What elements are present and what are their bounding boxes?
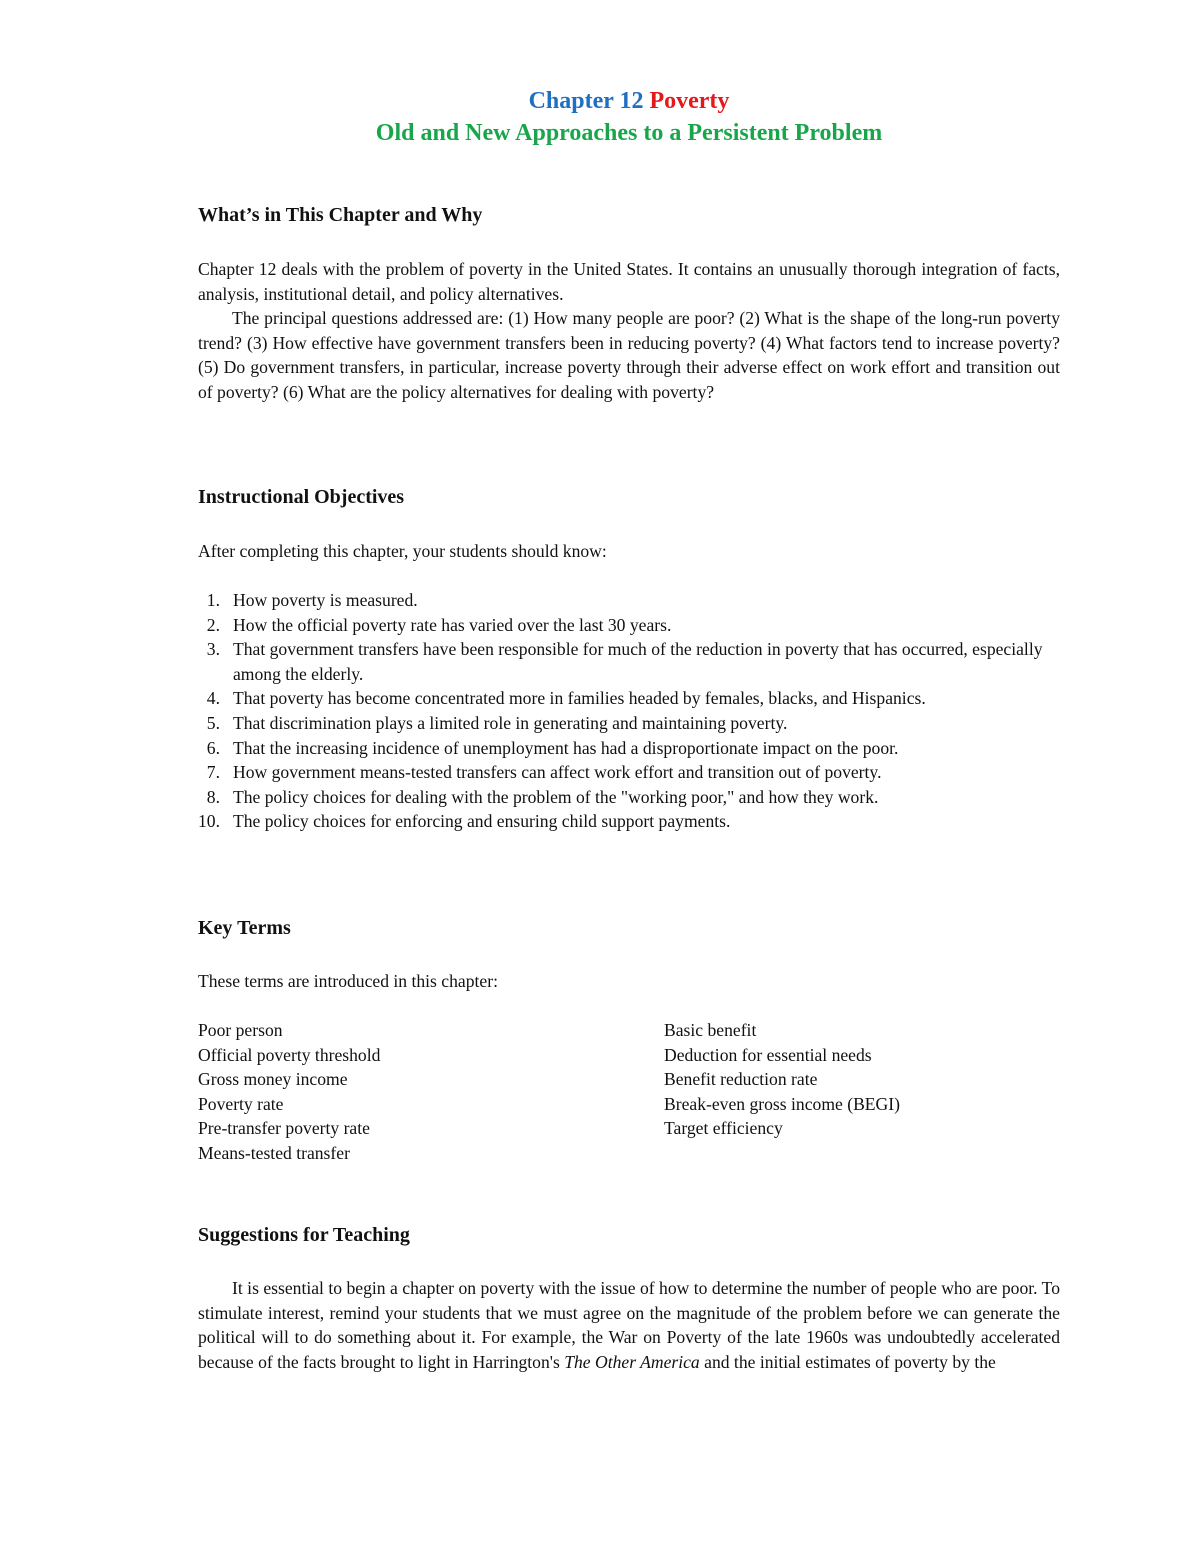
- key-term: Break-even gross income (BEGI): [664, 1093, 900, 1114]
- list-item: 10. The policy choices for enforcing and ensuring child support payments.: [198, 811, 731, 832]
- chapter-subtitle: Old and New Approaches to a Persistent Problem: [375, 120, 883, 146]
- list-item: 4. That poverty has become concentrated more in families headed by females, blacks, and Hispanics.: [206, 688, 926, 709]
- objectives-list: [198, 588, 1060, 834]
- chapter-title: [198, 86, 1060, 116]
- list-item: 5. That discrimination plays a limited role in generating and maintaining poverty.: [206, 712, 788, 733]
- teaching-paragraph: It is essential to begin a chapter on poverty with the issue of how to determine the number of people who are poor. To stimulate interest, remind your students that we must agree on the magnitude of the problem before we can generate the political will to do something about it. For example, the War on Poverty of the late 1960s was undoubtedly accelerated because of the facts brought to light in Harrington's The Other America and the initial estimates of poverty by the: [198, 1278, 1060, 1372]
- key-term: Pre-transfer poverty rate: [198, 1118, 370, 1139]
- book-title: The Other America: [564, 1351, 700, 1372]
- key-term: Basic benefit: [664, 1020, 757, 1040]
- key-term: Gross money income: [198, 1069, 348, 1090]
- key-terms-heading: Key Terms: [198, 917, 291, 939]
- chapter-number: Chapter 12: [528, 88, 644, 114]
- teaching-heading: Suggestions for Teaching: [198, 1224, 410, 1246]
- list-item: 6. That the increasing incidence of unemployment has had a disproportionate impact on the poor.: [206, 737, 899, 758]
- list-item: 2. How the official poverty rate has varied over the last 30 years.: [206, 614, 672, 635]
- whats-in-paragraph-1: Chapter 12 deals with the problem of poverty in the United States. It contains an unusually thorough integration of facts, analysis, institutional detail, and policy alternatives.: [198, 259, 1060, 304]
- list-item: 7. How government means-tested transfers can affect work effort and transition out of poverty.: [206, 762, 882, 783]
- key-term: Benefit reduction rate: [664, 1069, 818, 1090]
- key-term: Poverty rate: [198, 1093, 284, 1114]
- list-item: 3. That government transfers have been responsible for much of the reduction in poverty that has occurred, especially among the elderly.: [206, 639, 1043, 684]
- key-term: Target efficiency: [664, 1118, 783, 1139]
- whats-in-paragraph-2: The principal questions addressed are: (1) How many people are poor? (2) What is the shape of the long-run poverty trend? (3) How effective have government transfers been in reducing poverty? (4) What factors tend to increase poverty? (5) Do government transfers, in particular, increase poverty through their adverse effect on work effort and transition out of poverty? (6) What are the policy alternatives for dealing with poverty?: [198, 308, 1060, 402]
- chapter-topic: Poverty: [649, 88, 730, 114]
- key-term: Deduction for essential needs: [664, 1044, 872, 1065]
- key-terms-left-column: [198, 1018, 380, 1166]
- list-item: 8. The policy choices for dealing with the problem of the "working poor," and how they work.: [206, 786, 879, 807]
- list-item: 1. How poverty is measured.: [206, 590, 418, 610]
- whats-in-body: [198, 257, 1060, 405]
- key-term: Means-tested transfer: [198, 1142, 350, 1163]
- key-terms-right-column: [664, 1018, 900, 1141]
- objectives-intro: After completing this chapter, your students should know:: [198, 541, 607, 561]
- key-term: Poor person: [198, 1020, 283, 1040]
- whats-in-heading: What’s in This Chapter and Why: [198, 204, 483, 226]
- key-terms-intro: These terms are introduced in this chapter:: [198, 971, 498, 991]
- objectives-heading: Instructional Objectives: [198, 486, 405, 508]
- key-term: Official poverty threshold: [198, 1044, 381, 1065]
